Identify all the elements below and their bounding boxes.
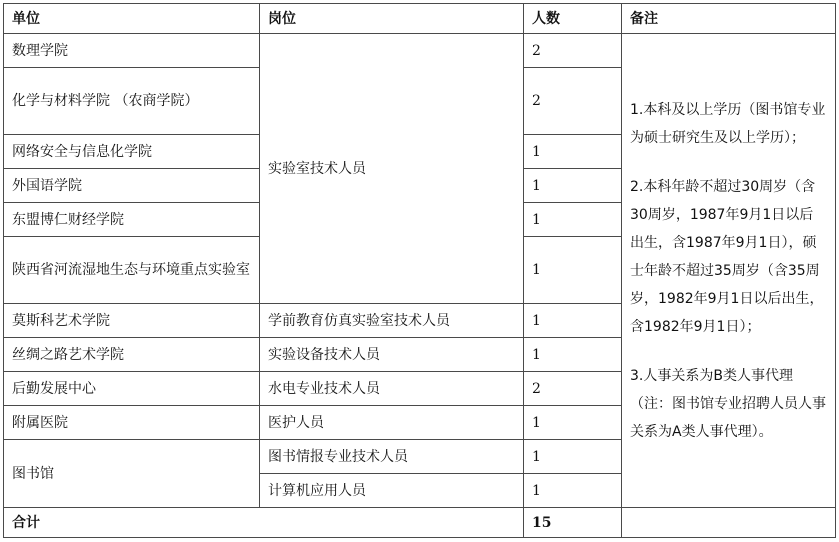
unit-cell: 莫斯科艺术学院 — [4, 304, 260, 338]
unit-cell: 网络安全与信息化学院 — [4, 135, 260, 169]
unit-cell: 外国语学院 — [4, 169, 260, 203]
position-cell: 计算机应用人员 — [260, 474, 524, 508]
count-cell: 2 — [524, 34, 622, 68]
count-cell: 1 — [524, 474, 622, 508]
count-cell: 1 — [524, 169, 622, 203]
count-cell: 1 — [524, 304, 622, 338]
count-cell: 1 — [524, 237, 622, 304]
remarks-cell — [622, 34, 836, 508]
count-cell: 1 — [524, 338, 622, 372]
table-row — [4, 34, 836, 68]
unit-cell: 化学与材料学院 （农商学院） — [4, 68, 260, 135]
count-cell: 1 — [524, 203, 622, 237]
unit-cell: 后勤发展中心 — [4, 372, 260, 406]
header-position: 岗位 — [260, 4, 524, 34]
header-count: 人数 — [524, 4, 622, 34]
count-cell: 1 — [524, 406, 622, 440]
header-remarks: 备注 — [622, 4, 836, 34]
unit-cell: 数理学院 — [4, 34, 260, 68]
position-cell-merged: 实验室技术人员 — [260, 34, 524, 304]
total-row — [4, 508, 836, 538]
position-cell: 水电专业技术人员 — [260, 372, 524, 406]
position-cell: 学前教育仿真实验室技术人员 — [260, 304, 524, 338]
unit-cell: 丝绸之路艺术学院 — [4, 338, 260, 372]
count-cell: 1 — [524, 440, 622, 474]
count-cell: 2 — [524, 372, 622, 406]
unit-cell: 附属医院 — [4, 406, 260, 440]
header-unit: 单位 — [4, 4, 260, 34]
position-cell: 实验设备技术人员 — [260, 338, 524, 372]
unit-cell: 东盟博仁财经学院 — [4, 203, 260, 237]
count-cell: 2 — [524, 68, 622, 135]
unit-cell: 陕西省河流湿地生态与环境重点实验室 — [4, 237, 260, 304]
remark-item-2: 2.本科年龄不超过30周岁（含30周岁，1987年9月1日以后出生，含1987年9月1日），硕士年龄不超过35周岁（含35周岁，1982年9月1日以后出生，含1982年9月1日）； — [630, 178, 824, 335]
remark-item-1: 1.本科及以上学历（图书馆专业为硕士研究生及以上学历）； — [630, 101, 826, 146]
total-remarks-empty — [622, 508, 836, 538]
count-cell: 1 — [524, 135, 622, 169]
header-row — [4, 4, 836, 34]
unit-cell: 图书馆 — [4, 440, 260, 508]
position-cell: 图书情报专业技术人员 — [260, 440, 524, 474]
total-label: 合计 — [4, 508, 524, 538]
position-cell: 医护人员 — [260, 406, 524, 440]
recruitment-table — [3, 3, 836, 538]
total-count: 15 — [524, 508, 622, 538]
remark-item-3: 3.人事关系为B类人事代理（注：图书馆专业招聘人员人事关系为A类人事代理）。 — [630, 367, 826, 440]
